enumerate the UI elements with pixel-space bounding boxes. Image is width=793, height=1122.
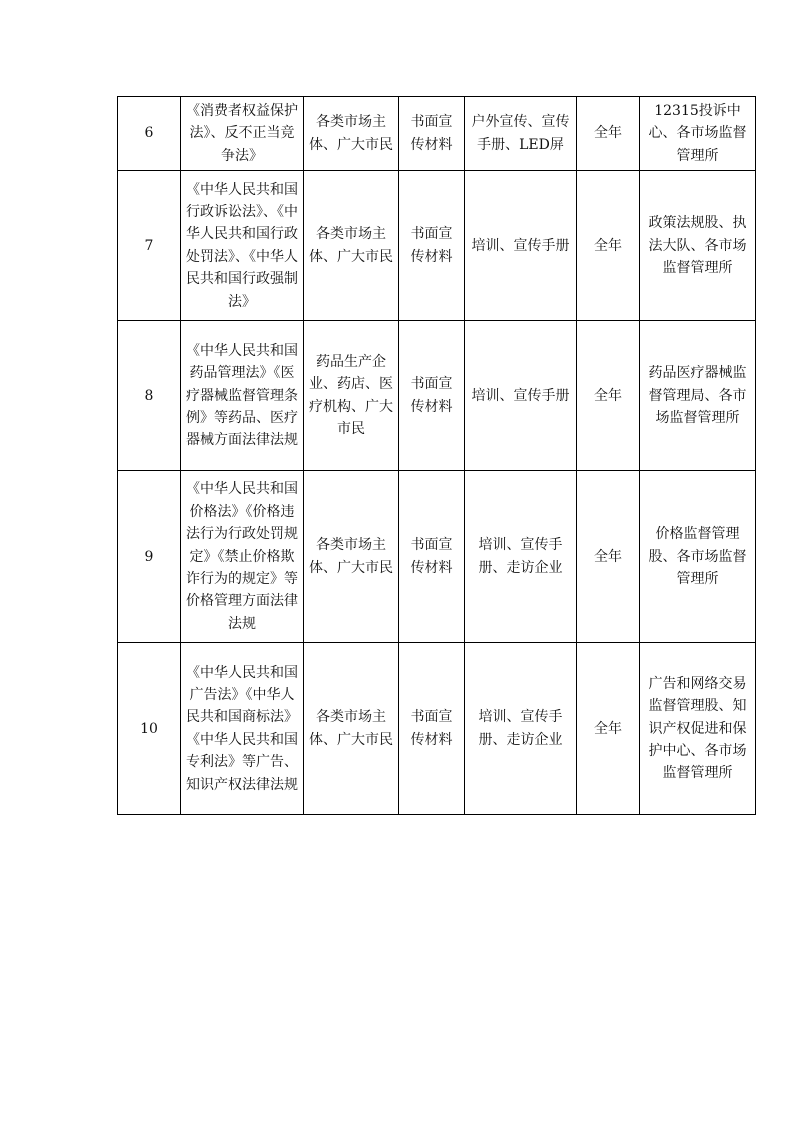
table-row xyxy=(118,171,756,321)
publicity-form: 培训、宣传手册 xyxy=(465,171,577,321)
row-number: 8 xyxy=(118,321,181,471)
table-row xyxy=(118,643,756,815)
publicity-method: 书面宣传材料 xyxy=(399,643,465,815)
table-row xyxy=(118,471,756,643)
publicity-method: 书面宣传材料 xyxy=(399,97,465,171)
law-content: 《中华人民共和国广告法》《中华人民共和国商标法》《中华人民共和国专利法》等广告、知识产权法律法规 xyxy=(181,643,304,815)
law-content: 《中华人民共和国行政诉讼法》、《中华人民共和国行政处罚法》、《中华人民共和国行政强制法》 xyxy=(181,171,304,321)
target-audience: 各类市场主体、广大市民 xyxy=(304,471,399,643)
table-row xyxy=(118,97,756,171)
publicity-form: 培训、宣传手册、走访企业 xyxy=(465,471,577,643)
publicity-method: 书面宣传材料 xyxy=(399,321,465,471)
responsible-department: 政策法规股、执法大队、各市场监督管理所 xyxy=(640,171,756,321)
law-content: 《消费者权益保护法》、反不正当竞争法》 xyxy=(181,97,304,171)
publicity-plan-table xyxy=(117,96,756,815)
publicity-form: 培训、宣传手册、走访企业 xyxy=(465,643,577,815)
time-period: 全年 xyxy=(577,643,640,815)
row-number: 10 xyxy=(118,643,181,815)
publicity-method: 书面宣传材料 xyxy=(399,471,465,643)
target-audience: 各类市场主体、广大市民 xyxy=(304,643,399,815)
target-audience: 各类市场主体、广大市民 xyxy=(304,97,399,171)
law-content: 《中华人民共和国药品管理法》《医疗器械监督管理条例》等药品、医疗器械方面法律法规 xyxy=(181,321,304,471)
target-audience: 药品生产企业、药店、医疗机构、广大市民 xyxy=(304,321,399,471)
row-number: 6 xyxy=(118,97,181,171)
time-period: 全年 xyxy=(577,321,640,471)
publicity-method: 书面宣传材料 xyxy=(399,171,465,321)
time-period: 全年 xyxy=(577,97,640,171)
target-audience: 各类市场主体、广大市民 xyxy=(304,171,399,321)
responsible-department: 12315投诉中心、各市场监督管理所 xyxy=(640,97,756,171)
publicity-form: 户外宣传、宣传手册、LED屏 xyxy=(465,97,577,171)
time-period: 全年 xyxy=(577,171,640,321)
row-number: 7 xyxy=(118,171,181,321)
time-period: 全年 xyxy=(577,471,640,643)
table-row xyxy=(118,321,756,471)
row-number: 9 xyxy=(118,471,181,643)
responsible-department: 药品医疗器械监督管理局、各市场监督管理所 xyxy=(640,321,756,471)
responsible-department: 价格监督管理股、各市场监督管理所 xyxy=(640,471,756,643)
responsible-department: 广告和网络交易监督管理股、知识产权促进和保护中心、各市场监督管理所 xyxy=(640,643,756,815)
publicity-form: 培训、宣传手册 xyxy=(465,321,577,471)
law-content: 《中华人民共和国价格法》《价格违法行为行政处罚规定》《禁止价格欺诈行为的规定》等价格管理方面法律法规 xyxy=(181,471,304,643)
